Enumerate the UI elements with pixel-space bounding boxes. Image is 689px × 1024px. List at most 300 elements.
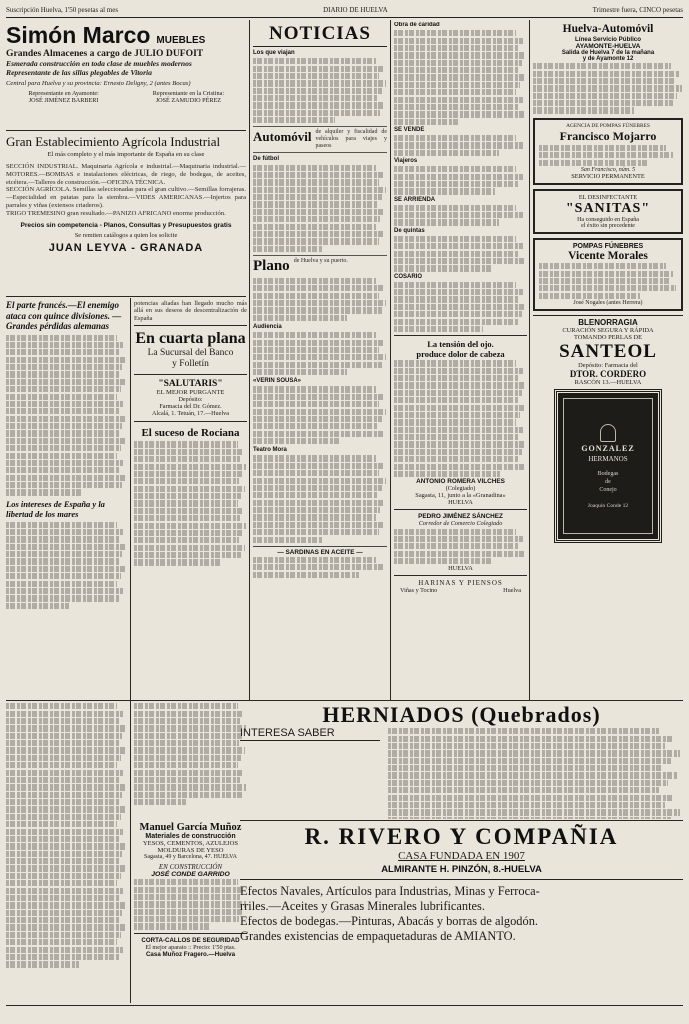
section-arrienda: SE ARRIENDA	[394, 196, 436, 203]
text-line	[394, 441, 526, 447]
text-line	[253, 386, 376, 392]
text-line	[394, 243, 523, 249]
text-line	[6, 858, 119, 864]
gonzalez-sub: Bodegas	[597, 470, 619, 477]
sardinas-title: — SARDINAS EN ACEITE —	[253, 546, 387, 556]
salutaris-pharmacy: Farmacia del Dr. Gómez.	[159, 403, 222, 411]
text-line	[253, 354, 386, 360]
rociana-headline: El suceso de Rociana	[141, 427, 240, 440]
santeol-address: RASCÓN 13.—HUELVA	[574, 379, 642, 386]
text-line	[6, 932, 121, 938]
text-line	[394, 150, 499, 156]
mojarro-body	[539, 145, 677, 166]
mojarro-label: AGENCIA DE POMPAS FÚNEBRES	[566, 122, 650, 129]
text-line	[134, 508, 244, 514]
bottle-icon	[600, 424, 616, 442]
text-line	[253, 201, 378, 207]
advertiser-name: Simón Marco	[6, 22, 151, 48]
text-line	[388, 765, 662, 771]
text-line	[6, 573, 121, 579]
garcia-items2: MOLDURAS DE YESO	[157, 847, 224, 854]
text-line	[134, 792, 242, 798]
text-line	[394, 30, 516, 36]
text-line	[253, 216, 380, 222]
rep-left-name: JOSÉ JIMÉNEZ BARBERI	[28, 97, 99, 104]
text-line	[6, 408, 120, 414]
text-line	[6, 902, 126, 908]
sardinas-body	[253, 557, 387, 578]
rate-note: Trimestre fuera, CINCO pesetas	[592, 6, 683, 14]
text-line	[6, 954, 120, 960]
herniados-body	[388, 727, 683, 819]
section-quintas: De quintas	[394, 227, 425, 234]
construction-line: Esmerada construcción en toda clase de muebles modernos	[6, 59, 192, 68]
text-line	[6, 536, 120, 542]
garcia-munoz-name: Manuel García Muñoz	[139, 822, 242, 833]
romera-city: HUELVA	[448, 499, 473, 507]
plano-title: Plano	[253, 257, 290, 274]
text-line	[134, 523, 246, 529]
text-line	[6, 335, 117, 341]
text-line	[134, 740, 239, 746]
text-line	[6, 843, 126, 849]
salutaris-address: Alcalá, 1. Tetuán, 17.—Huelva	[152, 410, 229, 418]
text-line	[388, 758, 671, 764]
sanitas-name: "SANITAS"	[565, 200, 651, 216]
text-line	[6, 603, 69, 609]
sanitas-label: EL DESINFECTANTE	[578, 193, 638, 201]
text-line	[253, 73, 379, 79]
text-line	[6, 821, 117, 827]
text-line	[388, 809, 680, 815]
text-line	[394, 74, 524, 80]
text-line	[134, 493, 241, 499]
text-line	[134, 464, 246, 470]
intro-paragraph: potencias aliadas han llegado mucho más allá en sus deseos de descentralización de España	[134, 300, 247, 322]
cortacallos-title: CORTA-CALLOS DE SEGURIDAD	[141, 936, 240, 944]
conde-garrido: JOSÉ CONDE GARRIDO	[151, 871, 230, 878]
text-line	[394, 456, 518, 462]
text-line	[134, 725, 246, 731]
cuarta-plana-title: En cuarta plana	[135, 330, 246, 348]
text-line	[134, 711, 244, 717]
text-line	[394, 219, 499, 225]
text-line	[6, 438, 125, 444]
text-line	[533, 63, 671, 69]
harinas-left: Viñas y Tocino	[400, 587, 438, 595]
text-line	[253, 293, 379, 299]
text-line	[134, 500, 238, 506]
text-line	[134, 777, 240, 783]
automovil-title: Automóvil	[253, 129, 312, 145]
text-line	[253, 315, 347, 321]
gonzalez-sub3: Conejo	[599, 486, 617, 493]
text-line	[6, 558, 119, 564]
text-line	[539, 145, 666, 151]
text-line	[394, 45, 519, 51]
gonzalez-brand: GONZALEZ	[581, 443, 635, 453]
text-line	[6, 349, 120, 355]
simon-marco-ad	[6, 22, 246, 128]
automovil-departure: Salida de Huelva 7 de la mañana	[561, 50, 655, 56]
text-line	[6, 947, 123, 953]
herniados-ad	[240, 703, 683, 819]
text-line	[388, 772, 677, 778]
war-body	[6, 335, 127, 496]
text-line	[253, 80, 386, 86]
text-line	[134, 784, 246, 790]
text-line	[394, 166, 516, 172]
verin-body	[253, 386, 387, 444]
text-line	[394, 382, 526, 388]
text-line	[253, 347, 379, 353]
text-line	[253, 557, 376, 563]
mojarro-ad	[533, 118, 683, 185]
cortacallos-text: El mejor aparato :: Precio: 1'50 ptas.	[145, 943, 236, 951]
text-line	[6, 917, 119, 923]
herniados-sub: INTERESA SABER	[240, 727, 380, 741]
text-line	[6, 792, 122, 798]
text-line	[253, 470, 379, 476]
text-line	[394, 296, 519, 302]
text-line	[388, 795, 674, 801]
text-line	[134, 923, 210, 929]
text-line	[6, 939, 117, 945]
text-line	[253, 529, 379, 535]
text-line	[394, 135, 516, 141]
text-line	[388, 817, 671, 819]
page-header	[6, 6, 683, 18]
santeol-line2: CURACIÓN SEGURA Y RÁPIDA	[562, 327, 654, 334]
text-line	[6, 475, 126, 481]
text-line	[533, 71, 679, 77]
owner-line: JUAN LEYVA - GRANADA	[48, 241, 204, 254]
spain-headline: Los intereses de España y la libertad de los mares	[6, 498, 105, 519]
text-line	[394, 119, 459, 125]
romera-address: Sagasta, 11, junto a la «Granadina»	[415, 492, 506, 500]
text-line	[6, 544, 126, 550]
text-line	[394, 282, 516, 288]
text-line	[6, 401, 123, 407]
text-line	[394, 265, 491, 271]
text-line	[253, 58, 376, 64]
text-line	[394, 104, 519, 110]
rivero-title: R. RIVERO Y COMPAÑIA	[304, 824, 619, 849]
text-line	[6, 755, 121, 761]
romera-colegiado: (Colegiado)	[445, 485, 476, 493]
text-line	[533, 100, 673, 106]
text-line	[394, 38, 523, 44]
text-line	[394, 212, 523, 218]
morales-address: José Nogales (antes Herrera)	[573, 300, 643, 306]
text-line	[394, 289, 523, 295]
text-line	[253, 285, 383, 291]
arrienda-body	[394, 205, 527, 226]
text-line	[394, 536, 523, 542]
text-line	[6, 733, 122, 739]
rociana-body-continued	[134, 703, 247, 805]
sanitas-sub: Ha conseguido en España	[577, 216, 639, 223]
text-line	[253, 537, 323, 543]
text-line	[6, 895, 120, 901]
section-teatro: Teatro Mora	[253, 447, 287, 454]
santeol-name: SANTEOL	[559, 341, 657, 362]
text-line	[388, 780, 668, 786]
cuarta-plana-lower	[134, 702, 247, 820]
agricola-section: SECCIÓN AGRÍCOLA. Semillas seleccionadas para el gran cultivo.—Semillas forrajeras.—Especialidad en patatas para la siembra.—VIDES AMERICANAS.—Injertos para parrales y viñas (extensos criaderos).	[6, 186, 246, 209]
text-line	[394, 397, 518, 403]
text-line	[394, 142, 523, 148]
text-line	[253, 332, 376, 338]
rivero-ad	[240, 823, 683, 1003]
cosario-body	[394, 282, 527, 332]
text-line	[394, 304, 526, 310]
war-column	[6, 300, 127, 698]
text-line	[134, 894, 240, 900]
text-line	[394, 236, 516, 242]
section-obra: Obra de caridad	[394, 22, 440, 28]
text-line	[533, 85, 682, 91]
chairs-line: Representante de las sillas plegables de Vitoria	[6, 68, 152, 77]
tension-subtitle: produce dolor de cabeza	[416, 349, 505, 360]
garcia-munoz-sub: Materiales de construcción	[145, 833, 236, 840]
pedro-name: PEDRO JIMÉNEZ SÁNCHEZ	[418, 513, 503, 521]
text-line	[253, 179, 379, 185]
text-line	[253, 300, 386, 306]
rivero-line3: Efectos de bodegas.—Pinturas, Abacás y borras de algodón.	[240, 914, 538, 928]
text-line	[253, 95, 378, 101]
rivero-line2: rriles.—Aceites y Grasas Minerales lubrificantes.	[240, 899, 485, 913]
text-line	[394, 258, 526, 264]
text-line	[253, 362, 382, 368]
text-line	[6, 529, 123, 535]
war-column-lower	[6, 702, 127, 1002]
text-line	[253, 66, 383, 72]
automovil-sub: Línea Servicio Público	[574, 36, 642, 43]
pedro-sub: Corredor de Comercio Colegiado	[418, 520, 503, 528]
text-line	[6, 423, 122, 429]
text-line	[134, 478, 239, 484]
santeol-title: BLENORRAGIA	[578, 318, 638, 327]
quintas-body	[394, 236, 527, 272]
text-line	[6, 718, 120, 724]
text-line	[394, 449, 522, 455]
text-line	[394, 427, 523, 433]
santeol-line3: TOMANDO PERLAS DE	[573, 334, 643, 341]
text-line	[539, 160, 648, 166]
santeol-deposit: Depósito: Farmacia del	[578, 362, 638, 369]
salutaris-subtitle: EL MEJOR PURGANTE	[156, 389, 225, 397]
text-line	[134, 879, 238, 885]
section-futbol: De fútbol	[253, 156, 279, 163]
text-line	[6, 453, 117, 459]
text-line	[6, 924, 125, 930]
text-line	[6, 725, 126, 731]
rivero-line4: Grandes existencias de empaquetaduras de AMIANTO.	[240, 929, 516, 943]
text-line	[6, 806, 125, 812]
agricola-subtitle: El más completo y el más importante de España en su clase	[47, 151, 205, 158]
text-line	[253, 409, 386, 415]
text-line	[6, 814, 121, 820]
text-line	[394, 111, 526, 117]
text-line	[134, 552, 241, 558]
right-ads-column	[533, 22, 683, 698]
muebles-label: MUEBLES	[156, 35, 206, 46]
text-line	[6, 888, 123, 894]
text-line	[388, 743, 665, 749]
text-line	[6, 371, 119, 377]
text-line	[253, 238, 379, 244]
text-line	[394, 551, 526, 557]
section-vende: SE VENDE	[394, 126, 425, 133]
text-line	[388, 802, 665, 808]
gonzalez-brand2: HERMANOS	[588, 454, 628, 463]
text-line	[394, 67, 518, 73]
text-line	[134, 486, 245, 492]
subscription-note: Suscripción Huelva, 1'50 pesetas al mes	[6, 6, 119, 14]
text-line	[253, 172, 383, 178]
text-line	[388, 787, 659, 793]
text-line	[253, 369, 347, 375]
text-line	[253, 416, 382, 422]
sanitas-sub2: el éxito sin precedente	[581, 222, 635, 229]
text-line	[134, 449, 244, 455]
text-line	[253, 572, 359, 578]
tension-body	[394, 360, 527, 477]
noticias-column	[253, 22, 387, 698]
santeol-doctor: DTOR. CORDERO	[569, 369, 647, 379]
text-line	[394, 419, 516, 425]
text-line	[394, 205, 516, 211]
text-line	[253, 455, 376, 461]
text-line	[394, 558, 491, 564]
text-line	[134, 515, 240, 521]
mojarro-service: SERVICIO PERMANENTE	[571, 172, 645, 180]
text-line	[253, 463, 383, 469]
rep-right-label: Representante en la Cristina:	[152, 90, 225, 97]
text-line	[6, 836, 120, 842]
trigo-line: TRIGO TREMESINO gran resultado.—PANIZO AFRICANO enorme producción.	[6, 209, 226, 217]
pedro-city: HUELVA	[448, 565, 473, 573]
text-line	[394, 251, 519, 257]
text-line	[6, 762, 117, 768]
rivero-founded: CASA FUNDADA EN 1907	[398, 850, 525, 862]
obra-column	[394, 22, 527, 698]
plano-body	[253, 278, 387, 321]
text-line	[134, 441, 238, 447]
rivero-address: ALMIRANTE H. PINZÓN, 8.-HUELVA	[240, 864, 683, 880]
text-line	[539, 278, 669, 284]
text-line	[394, 434, 519, 440]
viajeros-body	[394, 166, 527, 194]
text-line	[253, 340, 383, 346]
huelva-automovil-title: Huelva-Automóvil	[562, 23, 654, 35]
automovil-text: de alquiler y fiscalidad de vehículos para viajes y paseos	[315, 129, 387, 150]
text-line	[394, 529, 516, 535]
text-line	[6, 784, 126, 790]
text-line	[6, 910, 122, 916]
garcia-items: YESOS, CEMENTOS, AZULEJOS	[142, 840, 239, 847]
text-line	[253, 423, 378, 429]
text-line	[6, 445, 121, 451]
text-line	[134, 887, 244, 893]
text-line	[6, 467, 120, 473]
text-line	[394, 97, 523, 103]
section-verin: «VERIN SOUSA»	[253, 378, 302, 385]
text-line	[134, 718, 240, 724]
text-line	[6, 566, 125, 572]
text-line	[6, 961, 79, 967]
mojarro-name: Francisco Mojarro	[559, 128, 657, 143]
text-line	[253, 224, 376, 230]
text-line	[253, 278, 376, 284]
viajan-body	[253, 58, 387, 123]
teatro-body	[253, 455, 387, 542]
text-line	[253, 194, 382, 200]
cuarta-plana-column	[134, 300, 247, 698]
morales-ad	[533, 238, 683, 311]
text-line	[253, 438, 339, 444]
text-line	[134, 703, 238, 709]
pedro-body	[394, 529, 527, 565]
text-line	[134, 755, 241, 761]
text-line	[539, 263, 666, 269]
text-line	[6, 416, 126, 422]
text-line	[253, 492, 378, 498]
text-line	[6, 777, 120, 783]
text-line	[539, 285, 676, 291]
santeol-ad	[533, 315, 683, 386]
noticias-title: NOTICIAS	[253, 22, 387, 47]
obra-body	[394, 30, 527, 125]
rep-right-name: JOSÉ ZAMUDIO PÉREZ	[155, 97, 222, 104]
text-line	[394, 405, 524, 411]
spain-body-continued	[6, 703, 127, 967]
text-line	[253, 514, 376, 520]
text-line	[134, 909, 242, 915]
text-line	[6, 581, 117, 587]
section-viajeros: Viajeros	[394, 158, 418, 164]
text-line	[394, 174, 523, 180]
text-line	[253, 564, 383, 570]
text-line	[6, 770, 123, 776]
text-line	[533, 78, 674, 84]
text-line	[253, 187, 386, 193]
text-line	[6, 880, 117, 886]
text-line	[6, 364, 122, 370]
morales-body	[539, 263, 677, 299]
text-line	[6, 430, 119, 436]
text-line	[253, 485, 382, 491]
text-line	[253, 478, 386, 484]
text-line	[394, 326, 483, 332]
text-line	[253, 102, 384, 108]
central-address: Central para Huelva y su provincia: Ernesto Deligny, 2 (antes Bocas)	[6, 80, 191, 87]
text-line	[6, 460, 123, 466]
text-line	[6, 551, 122, 557]
sanitas-ad	[533, 189, 683, 234]
catalog-line: Se remiten catálogos a quien los solicite	[74, 231, 178, 239]
text-line	[253, 507, 380, 513]
text-line	[253, 165, 376, 171]
futbol-body	[253, 165, 387, 252]
text-line	[253, 431, 384, 437]
morales-label: POMPAS FÚNEBRES	[572, 242, 644, 250]
banco-line: La Sucursal del Banco	[147, 348, 234, 359]
text-line	[134, 799, 186, 805]
text-line	[134, 456, 240, 462]
text-line	[394, 471, 500, 477]
